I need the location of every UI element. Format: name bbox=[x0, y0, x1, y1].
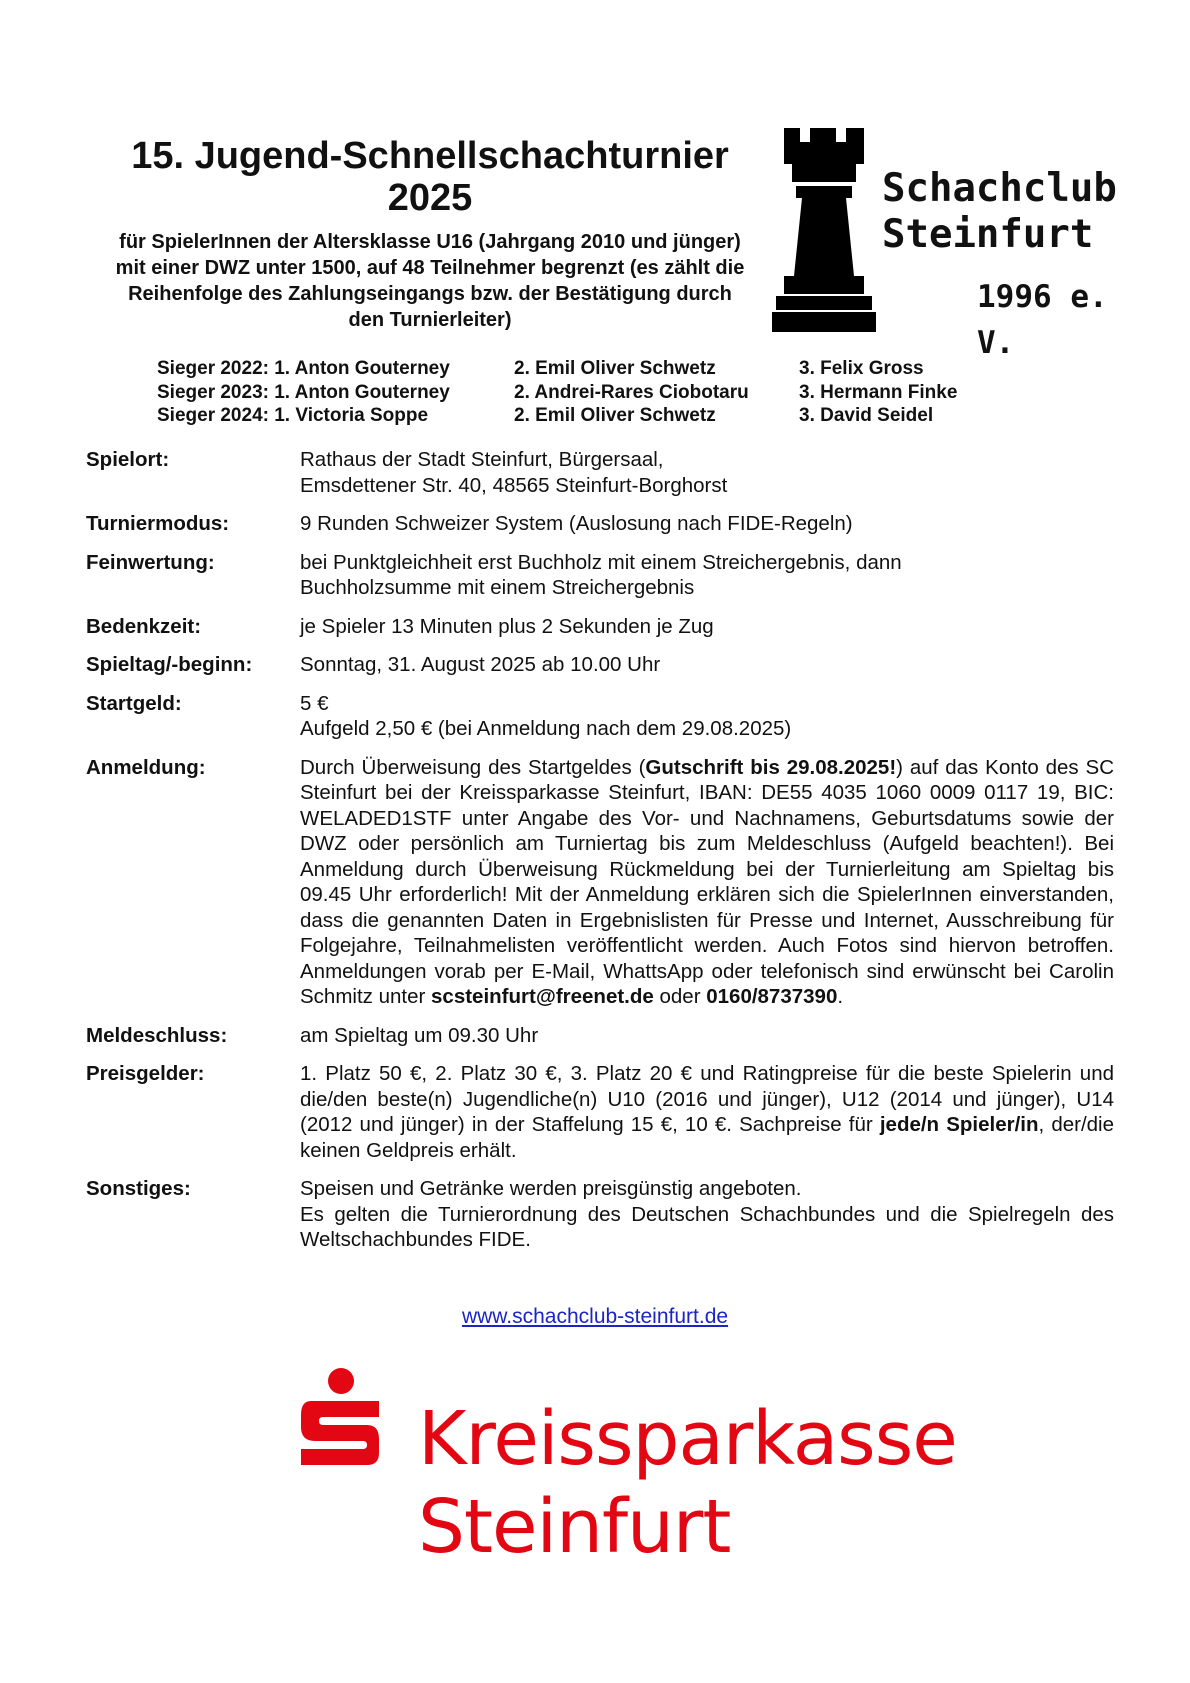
prize-text: , der/die keinen Geldpreis erhält. bbox=[300, 1113, 1115, 1162]
winner-second: 2. Andrei-Rares Ciobotaru bbox=[514, 381, 749, 403]
winner-second: 2. Emil Oliver Schwetz bbox=[514, 358, 716, 379]
winners-row-2024 bbox=[157, 404, 957, 428]
winner-first: Sieger 2024: 1. Victoria Soppe bbox=[157, 405, 429, 426]
header bbox=[105, 135, 755, 333]
detail-label: Bedenkzeit: bbox=[86, 614, 202, 638]
page-title bbox=[105, 135, 755, 219]
contact-phone: 0160/8737390 bbox=[706, 985, 838, 1008]
detail-meldeschluss bbox=[86, 1023, 1114, 1049]
club-logo bbox=[770, 126, 1130, 361]
tiebreak-line-1: bei Punktgleichheit erst Buchholz mit einem Streichergebnis, dann bbox=[300, 550, 902, 574]
registration-deadline: Gutschrift bis 29.08.2025! bbox=[645, 755, 897, 779]
sponsor-line-1: Kreissparkasse bbox=[418, 1396, 957, 1482]
winner-first: Sieger 2022: 1. Anton Gouterney bbox=[157, 358, 450, 379]
tournament-details bbox=[86, 447, 1114, 1266]
detail-label: Sonstiges: bbox=[86, 1177, 191, 1200]
sponsor-line-2: Steinfurt bbox=[418, 1484, 731, 1570]
contact-email: scsteinfurt@freenet.de bbox=[431, 985, 654, 1008]
sparkasse-s-icon bbox=[293, 1367, 389, 1487]
detail-label: Anmeldung: bbox=[86, 755, 206, 779]
registration-text: ) auf das Konto des SC Steinfurt bei der Kreissparkasse Steinfurt, IBAN: DE55 4035 1060 0009 0117 19, BIC: WELADED1STF unter Angabe des Vor- und Nachnamens, Geburtsdatums sowie der DWZ oder persönlich am Turniertag bis zum Meldeschluss (Aufgeld beachten!). Bei Anmeldung durch Überweisung Rückmeldung bei der Turnierleitung am Spieltag bis 09.45 Uhr erforderlich! Mit der Anmeldung erklären sich die SpielerInnen einverstanden, dass die genannten Daten in Ergebnislisten für Presse und Internet, Ausschreibung für Folgejahre, Teilnahmelisten veröffentlicht werden. Auch Fotos sind hiervon betroffen. Anmeldungen vorab per E-Mail, WhattsApp oder telefonisch sind erwünscht bei Carolin Schmitz unter bbox=[300, 755, 1114, 1008]
past-winners bbox=[157, 357, 957, 428]
detail-preisgelder bbox=[86, 1061, 1114, 1163]
winner-second: 2. Emil Oliver Schwetz bbox=[514, 405, 716, 426]
title-line-2: 2025 bbox=[387, 177, 473, 219]
registration-text: Durch Überweisung des Startgeldes ( bbox=[300, 755, 646, 779]
detail-label: Feinwertung: bbox=[86, 550, 215, 574]
detail-value: Sonntag, 31. August 2025 ab 10.00 Uhr bbox=[300, 653, 661, 676]
prize-text: 1. Platz 50 €, 2. Platz 30 €, 3. Platz 20 € und Ratingpreise für die beste Spielerin und die/den beste(n) Jugendliche(n) U10 (2016 und jünger), U12 (2014 und jünger), U14 (2012 und jünger) in der Staffelung 15 €, 10 €. Sachpreise für bbox=[300, 1062, 1114, 1136]
detail-value bbox=[300, 755, 1114, 1010]
website-link[interactable]: www.schachclub-steinfurt.de bbox=[461, 1305, 729, 1328]
chess-rook-icon bbox=[770, 126, 880, 336]
detail-spielort bbox=[86, 447, 1114, 498]
detail-label: Startgeld: bbox=[86, 691, 182, 715]
registration-text: . bbox=[837, 985, 844, 1008]
detail-label: Spieltag/-beginn: bbox=[86, 653, 253, 676]
detail-sonstiges bbox=[86, 1176, 1114, 1253]
venue-line-1: Rathaus der Stadt Steinfurt, Bürgersaal, bbox=[300, 448, 664, 471]
sponsor-logo bbox=[273, 1345, 957, 1570]
club-name-line-2: Steinfurt bbox=[882, 212, 1094, 257]
club-name bbox=[882, 166, 1130, 366]
detail-turniermodus bbox=[86, 511, 1114, 537]
detail-anmeldung bbox=[86, 755, 1114, 1010]
misc-line-2: Es gelten die Turnierordnung des Deutschen Schachbundes und die Spielregeln des Weltschachbundes FIDE. bbox=[300, 1202, 1114, 1251]
detail-value: 9 Runden Schweizer System (Auslosung nach FIDE-Regeln) bbox=[300, 512, 853, 535]
winner-first: Sieger 2023: 1. Anton Gouterney bbox=[157, 381, 450, 403]
fee-line-2: Aufgeld 2,50 € (bei Anmeldung nach dem 29.08.2025) bbox=[300, 717, 792, 740]
winner-third: 3. Hermann Finke bbox=[799, 381, 958, 403]
title-line-1: 15. Jugend-Schnellschachturnier bbox=[131, 135, 729, 177]
fee-line-1: 5 € bbox=[300, 691, 329, 715]
detail-feinwertung bbox=[86, 550, 1114, 601]
detail-label: Meldeschluss: bbox=[86, 1023, 228, 1047]
winners-row-2023 bbox=[157, 381, 957, 405]
website bbox=[0, 1305, 1190, 1329]
detail-spieltag bbox=[86, 652, 1114, 678]
detail-bedenkzeit bbox=[86, 614, 1114, 640]
detail-value bbox=[300, 691, 1114, 742]
subtitle: für SpielerInnen der Altersklasse U16 (Jahrgang 2010 und jünger) mit einer DWZ unter 1500, auf 48 Teilnehmer begrenzt (es zählt die Reihenfolge des Zahlungseingangs bzw. der Bestätigung durch den Turnierleiter) bbox=[115, 231, 745, 331]
club-founding: 1996 e. V. bbox=[977, 279, 1108, 361]
venue-line-2: Emsdettener Str. 40, 48565 Steinfurt-Borghorst bbox=[300, 473, 728, 497]
detail-label: Spielort: bbox=[86, 448, 170, 471]
detail-label: Turniermodus: bbox=[86, 512, 230, 535]
detail-label: Preisgelder: bbox=[86, 1062, 205, 1085]
detail-value bbox=[300, 1176, 1114, 1253]
winner-third: 3. Felix Gross bbox=[799, 358, 924, 379]
detail-value: je Spieler 13 Minuten plus 2 Sekunden je Zug bbox=[300, 614, 714, 638]
club-name-line-1: Schachclub bbox=[882, 166, 1117, 211]
detail-value bbox=[300, 550, 1114, 601]
winners-row-2022 bbox=[157, 357, 957, 381]
detail-value bbox=[300, 447, 1114, 498]
misc-line-1: Speisen und Getränke werden preisgünstig angeboten. bbox=[300, 1177, 802, 1200]
prize-highlight: jede/n Spieler/in bbox=[879, 1113, 1039, 1136]
tiebreak-line-2: Buchholzsumme mit einem Streichergebnis bbox=[300, 576, 695, 599]
sponsor-name bbox=[418, 1395, 957, 1571]
registration-text: oder bbox=[653, 985, 707, 1008]
winner-third: 3. David Seidel bbox=[799, 405, 934, 426]
detail-startgeld bbox=[86, 691, 1114, 742]
detail-value: am Spieltag um 09.30 Uhr bbox=[300, 1023, 539, 1047]
detail-value bbox=[300, 1061, 1114, 1163]
